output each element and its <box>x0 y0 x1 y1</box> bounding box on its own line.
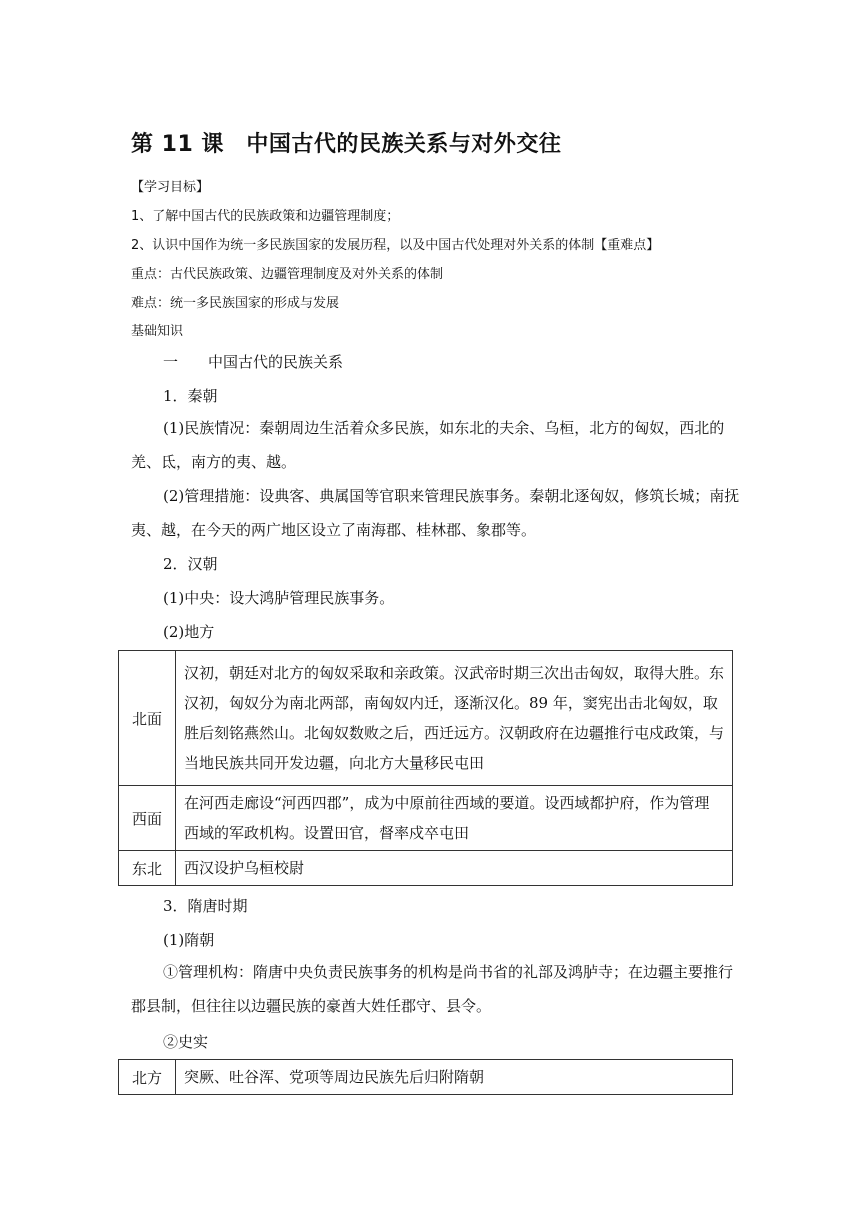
table-row <box>119 1060 733 1095</box>
sui-paragraph-1-text: ①管理机构：隋唐中央负责民族事务的机构是尚书省的礼部及鸿胪寺；在边疆主要推行郡县制，但往往以边疆民族的豪酋大姓任郡守、县令。 <box>131 963 734 1015</box>
lesson-title: 第 11 课 中国古代的民族关系与对外交往 <box>131 132 562 157</box>
sui-paragraph-1 <box>131 955 741 1023</box>
suitang-heading: 3．隋唐时期 <box>163 897 248 915</box>
qin-paragraph-2 <box>131 479 741 547</box>
content-cell: 西汉设护乌桓校尉 <box>176 851 733 886</box>
difficult-point: 难点：统一多民族国家的形成与发展 <box>131 296 340 311</box>
content-cell: 汉初，朝廷对北方的匈奴采取和亲政策。汉武帝时期三次出击匈奴，取得大胜。东汉初，匈奴分为南北两部，南匈奴内迁，逐渐汉化。89 年，窦宪出击北匈奴，取胜后刻铭燕然山。北匈奴数败之后，西迁远方。汉朝政府在边疆推行屯戍政策，与当地民族共同开发边疆，向北方大量移民屯田 <box>176 651 733 786</box>
region-cell: 北方 <box>119 1060 176 1095</box>
content-cell: 突厥、吐谷浑、党项等周边民族先后归附隋朝 <box>176 1060 733 1095</box>
region-cell: 东北 <box>119 851 176 886</box>
table-row <box>119 786 733 851</box>
sui-facts-table <box>118 1059 733 1095</box>
region-cell: 北面 <box>119 651 176 786</box>
han-heading: 2．汉朝 <box>163 555 218 573</box>
qin-paragraph-1-text: (1)民族情况：秦朝周边生活着众多民族，如东北的夫余、乌桓，北方的匈奴，西北的羌、氐，南方的夷、越。 <box>131 419 725 471</box>
qin-paragraph-1 <box>131 411 741 479</box>
han-local-table <box>118 650 733 886</box>
region-cell: 西面 <box>119 786 176 851</box>
sui-facts-heading: ②史实 <box>163 1033 209 1051</box>
content-cell: 在河西走廊设“河西四郡”，成为中原前往西域的要道。设西域都护府，作为管理西域的军政机构。设置田官，督率戍卒屯田 <box>176 786 733 851</box>
sui-heading: (1)隋朝 <box>163 931 215 949</box>
qin-heading: 1．秦朝 <box>163 387 218 405</box>
basics-heading: 基础知识 <box>131 324 184 339</box>
qin-paragraph-2-text: (2)管理措施：设典客、典属国等官职来管理民族事务。秦朝北逐匈奴，修筑长城；南抚夷、越，在今天的两广地区设立了南海郡、桂林郡、象郡等。 <box>131 487 740 539</box>
table-row <box>119 651 733 786</box>
table-row <box>119 851 733 886</box>
section-heading: 一 中国古代的民族关系 <box>163 353 344 371</box>
key-point: 重点：古代民族政策、边疆管理制度及对外关系的体制 <box>131 267 444 282</box>
goal-item-2: 2、认识中国作为统一多民族国家的发展历程，以及中国古代处理对外关系的体制【重难点】 <box>131 238 660 253</box>
goal-item-1: 1、了解中国古代的民族政策和边疆管理制度； <box>131 209 400 224</box>
han-local: (2)地方 <box>163 623 215 641</box>
goal-heading: 【学习目标】 <box>131 180 210 195</box>
han-central: (1)中央：设大鸿胪管理民族事务。 <box>163 589 395 607</box>
